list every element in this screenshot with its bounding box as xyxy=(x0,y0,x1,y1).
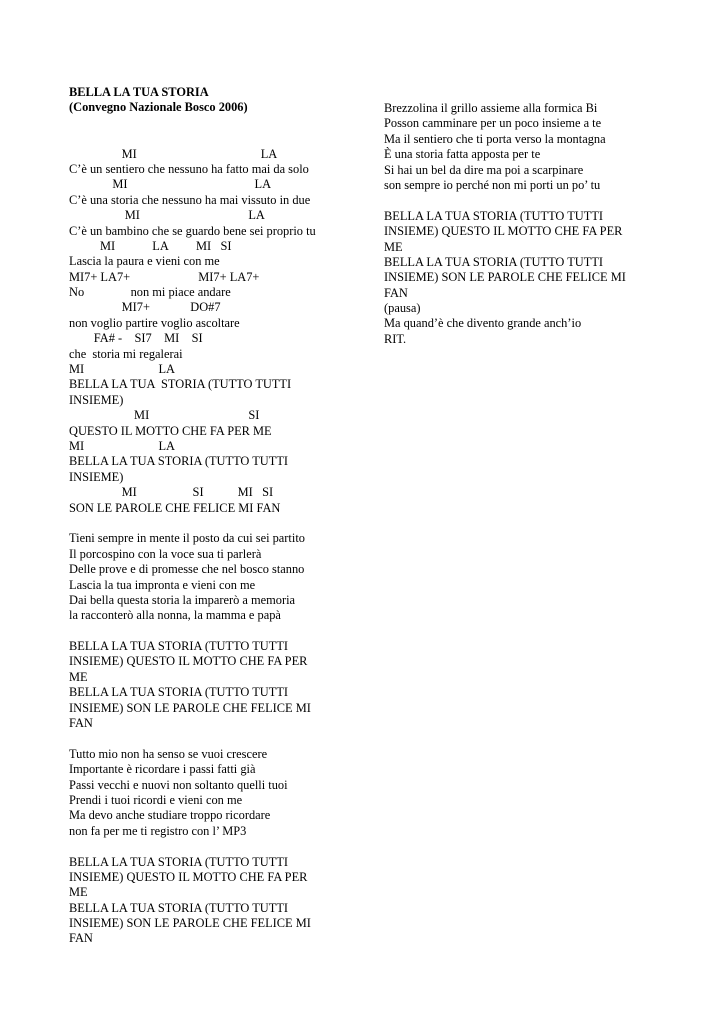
lyric-line: la racconterò alla nonna, la mamma e papà xyxy=(69,608,281,623)
lyric-line: INSIEME) xyxy=(69,392,124,407)
lyric-line: INSIEME) xyxy=(69,469,124,484)
lyric-line: INSIEME) SON LE PAROLE CHE FELICE MI xyxy=(384,270,626,285)
lyric-line: Lascia la paura e vieni con me xyxy=(69,254,220,269)
lyric-line: SON LE PAROLE CHE FELICE MI FAN xyxy=(69,500,281,515)
lyric-line: FAN xyxy=(384,285,408,300)
lyric-line: ME xyxy=(69,885,88,900)
song-subtitle: (Convegno Nazionale Bosco 2006) xyxy=(69,100,248,115)
lyric-line: BELLA LA TUA STORIA (TUTTO TUTTI xyxy=(69,900,289,915)
lyric-line: FAN xyxy=(69,931,93,946)
lyric-line: non fa per me ti registro con l’ MP3 xyxy=(69,823,247,838)
lyric-line: Lascia la tua impronta e vieni con me xyxy=(69,577,256,592)
lyric-line: Prendi i tuoi ricordi e vieni con me xyxy=(69,792,243,807)
lyric-line: C’è un sentiero che nessuno ha fatto mai da solo xyxy=(69,161,309,176)
lyric-line: No non mi piace andare xyxy=(69,285,231,300)
lyric-line: ME xyxy=(69,669,88,684)
lyric-line: che storia mi regalerai xyxy=(69,346,183,361)
lyric-line: MI SI xyxy=(69,408,260,423)
lyric-line: C’è un bambino che se guardo bene sei proprio tu xyxy=(69,223,316,238)
left-lyrics-block xyxy=(69,116,359,947)
left-column xyxy=(69,85,359,947)
lyric-line: Ma devo anche studiare troppo ricordare xyxy=(69,808,271,823)
lyric-line: INSIEME) SON LE PAROLE CHE FELICE MI xyxy=(69,700,311,715)
lyric-line: INSIEME) SON LE PAROLE CHE FELICE MI xyxy=(69,916,311,931)
lyric-line: BELLA LA TUA STORIA (TUTTO TUTTI xyxy=(384,208,604,223)
lyric-line xyxy=(69,131,359,146)
lyric-line: MI LA xyxy=(69,146,278,161)
lyric-line: Dai bella questa storia la imparerò a memoria xyxy=(69,592,296,607)
lyric-line: INSIEME) QUESTO IL MOTTO CHE FA PER xyxy=(384,224,623,239)
lyric-line: MI SI MI SI xyxy=(69,485,274,500)
lyric-line: MI LA xyxy=(69,177,272,192)
lyric-line: QUESTO IL MOTTO CHE FA PER ME xyxy=(69,423,272,438)
lyric-line: MI LA xyxy=(69,208,265,223)
lyric-line: MI LA xyxy=(69,438,176,453)
lyric-line: È una storia fatta apposta per te xyxy=(384,147,541,162)
lyric-line: MI LA xyxy=(69,362,176,377)
lyric-line: Delle prove e di promesse che nel bosco stanno xyxy=(69,562,305,577)
lyric-line xyxy=(384,193,684,208)
lyric-line: RIT. xyxy=(384,331,407,346)
right-column xyxy=(384,101,684,347)
lyric-line: (pausa) xyxy=(384,301,421,316)
lyric-line: INSIEME) QUESTO IL MOTTO CHE FA PER xyxy=(69,654,308,669)
lyric-line: MI7+ DO#7 xyxy=(69,300,221,315)
lyric-line: BELLA LA TUA STORIA (TUTTO TUTTI xyxy=(69,377,292,392)
lyric-line: Ma il sentiero che ti porta verso la montagna xyxy=(384,131,606,146)
song-title: BELLA LA TUA STORIA xyxy=(69,85,209,99)
lyric-line: BELLA LA TUA STORIA (TUTTO TUTTI xyxy=(69,685,289,700)
lyric-line: non voglio partire voglio ascoltare xyxy=(69,315,240,330)
lyric-line: BELLA LA TUA STORIA (TUTTO TUTTI xyxy=(384,254,604,269)
lyric-line: FA# - SI7 MI SI xyxy=(69,331,203,346)
lyric-line xyxy=(69,731,359,746)
lyric-line: Tieni sempre in mente il posto da cui sei partito xyxy=(69,531,305,546)
lyric-line: MI7+ LA7+ MI7+ LA7+ xyxy=(69,269,260,284)
lyric-line xyxy=(69,516,359,531)
lyric-line xyxy=(69,624,359,639)
lyric-line: ME xyxy=(384,239,403,254)
lyric-line: Il porcospino con la voce sua ti parlerà xyxy=(69,546,262,561)
lyric-line xyxy=(69,116,359,131)
lyric-line: son sempre io perché non mi porti un po’ tu xyxy=(384,177,601,192)
lyric-line: MI LA MI SI xyxy=(69,238,232,253)
lyric-line: Si hai un bel da dire ma poi a scarpinare xyxy=(384,162,584,177)
lyric-line: BELLA LA TUA STORIA (TUTTO TUTTI xyxy=(69,454,289,469)
lyric-line: Tutto mio non ha senso se vuoi crescere xyxy=(69,746,268,761)
lyric-line: FAN xyxy=(69,716,93,731)
lyric-line: Importante è ricordare i passi fatti già xyxy=(69,762,256,777)
lyric-line: Passi vecchi e nuovi non soltanto quelli tuoi xyxy=(69,777,288,792)
lyric-line: BELLA LA TUA STORIA (TUTTO TUTTI xyxy=(69,854,289,869)
lyric-line: Ma quand’è che divento grande anch’io xyxy=(384,316,582,331)
right-lyrics-block xyxy=(384,101,684,347)
lyric-line: Posson camminare per un poco insieme a te xyxy=(384,116,602,131)
lyric-line: BELLA LA TUA STORIA (TUTTO TUTTI xyxy=(69,639,289,654)
lyric-line: INSIEME) QUESTO IL MOTTO CHE FA PER xyxy=(69,869,308,884)
lyric-line xyxy=(69,839,359,854)
lyric-line: C’è una storia che nessuno ha mai vissuto in due xyxy=(69,192,311,207)
lyric-line: Brezzolina il grillo assieme alla formica Bi xyxy=(384,101,598,115)
